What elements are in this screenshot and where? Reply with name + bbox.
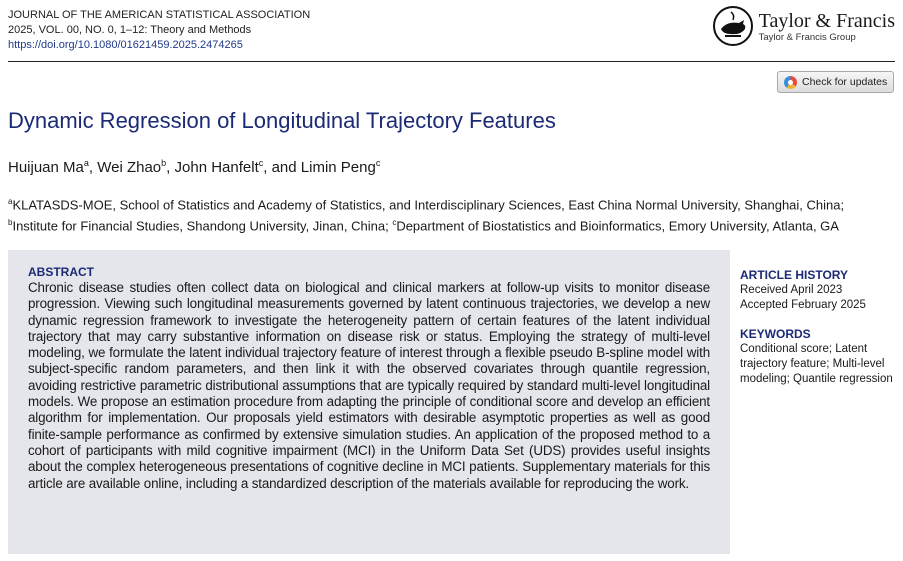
received-date: Received April 2023: [740, 284, 843, 296]
abstract-box: [8, 250, 730, 554]
affil-text: Institute for Financial Studies, Shandong University, Jinan, China;: [12, 218, 393, 234]
author-affil-sup: b: [161, 158, 167, 168]
author-separator: ,: [166, 159, 175, 176]
publisher-brand[interactable]: [713, 6, 895, 46]
author-name[interactable]: John Hanfelt: [174, 159, 259, 176]
affil-sup: b: [8, 218, 13, 228]
author-affil-sup: a: [83, 158, 89, 168]
author-list: [8, 158, 380, 176]
affil-text: KLATASDS-MOE, School of Statistics and Academy of Statistics, and Interdisciplinary Sciences, East China Normal University, Shanghai, China;: [12, 197, 845, 213]
article-sidebar: [740, 268, 898, 387]
author-name[interactable]: Wei Zhao: [97, 159, 162, 176]
journal-issue: 2025, VOL. 00, NO. 0, 1–12: Theory and Methods: [8, 24, 252, 36]
author-affil-sup: c: [258, 158, 264, 168]
journal-name: JOURNAL OF THE AMERICAN STATISTICAL ASSOCIATION: [8, 9, 311, 21]
author-separator: , and: [263, 159, 301, 176]
affil-text: Department of Biostatistics and Bioinformatics, Emory University, Atlanta, GA: [396, 218, 839, 234]
affiliations: [8, 193, 896, 236]
affil-sup: a: [8, 197, 13, 206]
accepted-date: Accepted February 2025: [740, 299, 866, 311]
check-for-updates-button[interactable]: [777, 71, 894, 93]
header-divider: [8, 61, 895, 62]
abstract-text: Chronic disease studies often collect data on biological and clinical markers at follow-up visits to monitor disease progression. Viewing such longitudinal measurements governed by latent continuous trajectories, we develop a new dynamic regression framework to investigate the heterogeneity pattern of certain features of the latent individual trajectory that may carry substantive information on disease risk or status. Employing the strategy of multi-level modeling, we formulate the latent individual trajectory feature of interest through a flexible pseudo B-spline model with subject-specific random parameters, and then link it with the observed covariates through quantile regression, avoiding restrictive parametric distributional assumptions that are typically required by standard multi-level longitudinal models. We propose an estimation procedure from adapting the principle of conditional score and develop an efficient algorithm for implementation. Our proposals yield estimators with desirable asymptotic properties as well as good finite-sample performance as confirmed by extensive simulation studies. An application of the proposed method to a cohort of participants with mild cognitive impairment (MCI) in the Uniform Data Set (UDS) provides useful insights about the complex heterogeneous presentations of cognitive decline in MCI patients. Supplementary materials for this article are available online, including a standardized description of the materials available for reproducing the work.: [28, 280, 710, 491]
affil-sup: c: [392, 218, 397, 228]
article-title: Dynamic Regression of Longitudinal Trajectory Features: [8, 108, 556, 133]
check-for-updates-label: Check for updates: [802, 76, 888, 88]
author-affil-sup: c: [375, 158, 381, 168]
keywords-text: Conditional score; Latent trajectory feature; Multi-level modeling; Quantile regression: [740, 343, 893, 385]
abstract-heading: ABSTRACT: [28, 265, 94, 279]
teapot-lamp-icon: [713, 6, 753, 46]
author-name[interactable]: Limin Peng: [300, 159, 376, 176]
article-history-heading: ARTICLE HISTORY: [740, 268, 849, 282]
doi-link[interactable]: https://doi.org/10.1080/01621459.2025.2474265: [8, 39, 243, 51]
keywords-section: [740, 327, 898, 387]
keywords-heading: KEYWORDS: [740, 327, 811, 341]
author-separator: ,: [88, 159, 98, 176]
publisher-name: Taylor & Francis: [758, 9, 895, 32]
crossmark-icon: [784, 76, 797, 89]
publisher-group: Taylor & Francis Group: [758, 31, 856, 43]
author-name[interactable]: Huijuan Ma: [8, 159, 84, 176]
journal-header: [8, 8, 310, 53]
